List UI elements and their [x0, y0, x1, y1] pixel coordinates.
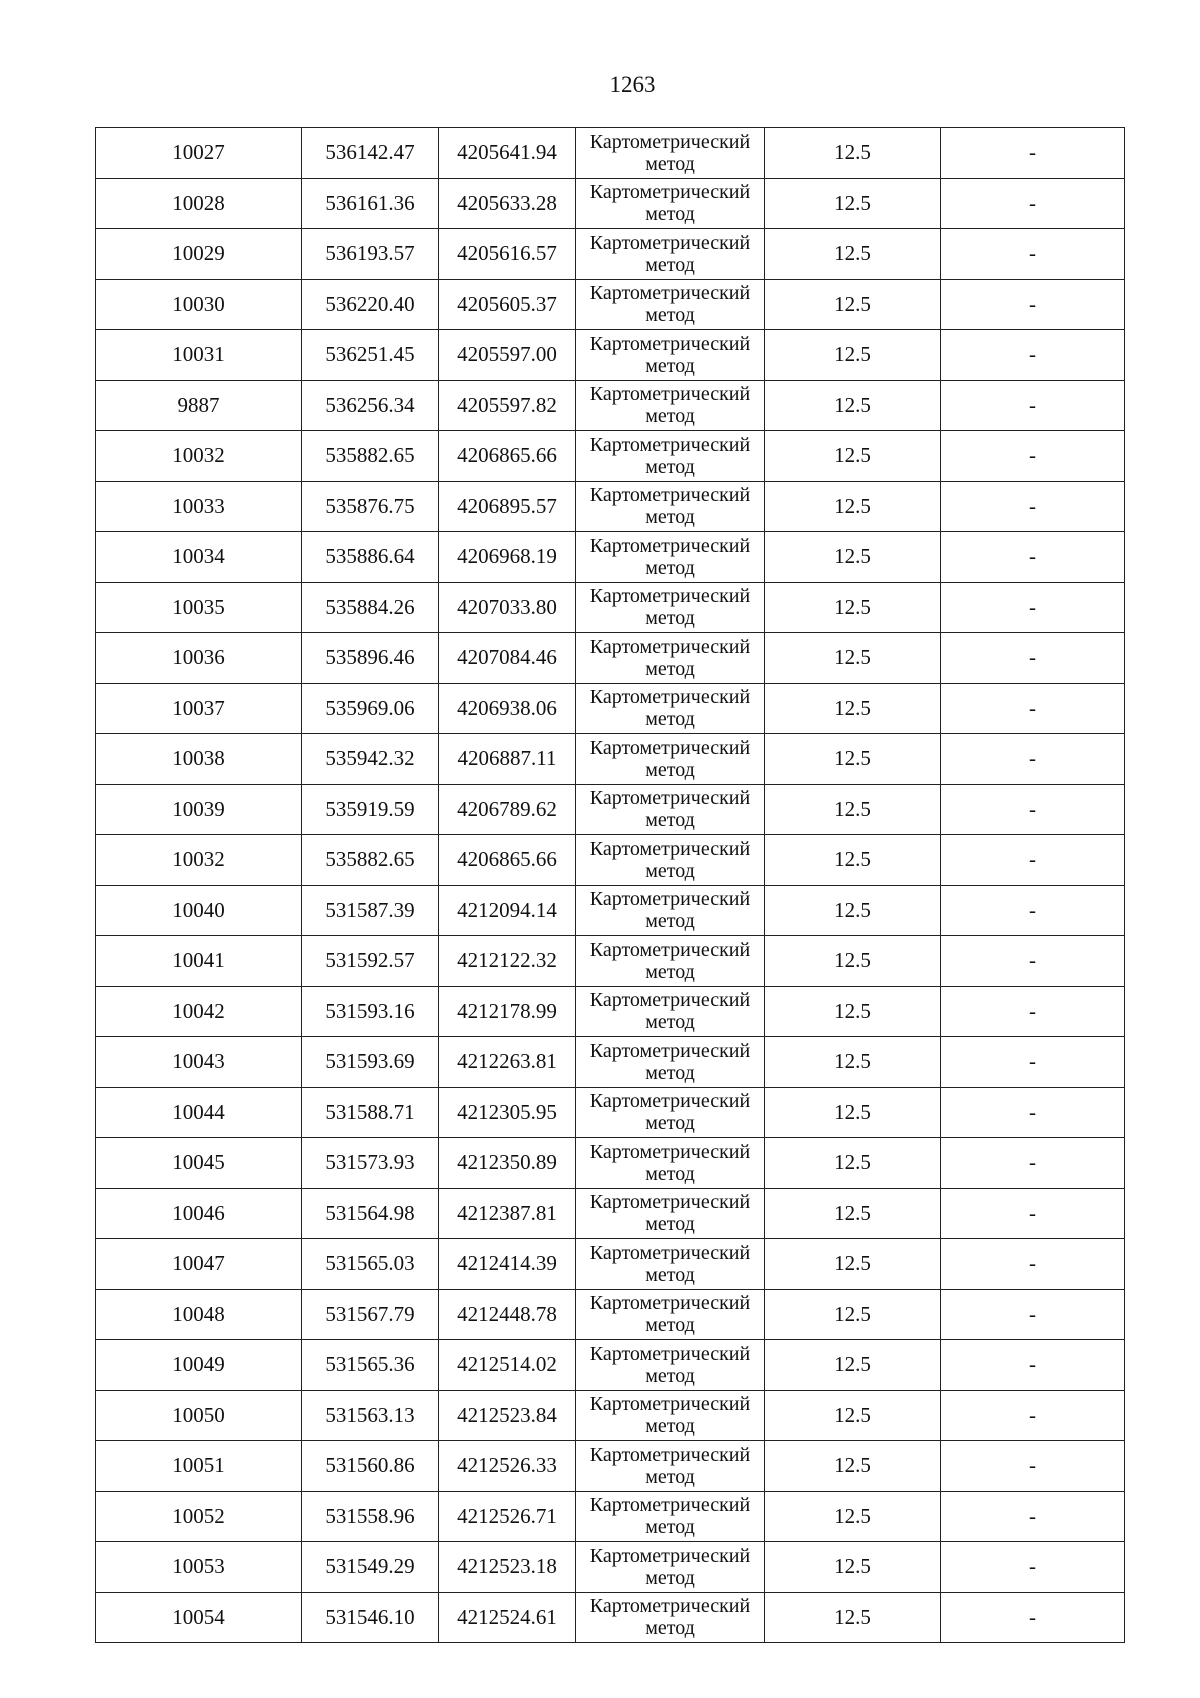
x-coordinate-cell: 536251.45: [302, 330, 439, 381]
x-coordinate-cell: 536220.40: [302, 279, 439, 330]
method-cell: [576, 885, 765, 936]
accuracy-cell: 12.5: [765, 481, 941, 532]
note-cell: -: [941, 229, 1125, 280]
accuracy-cell: 12.5: [765, 1188, 941, 1239]
method-cell: [576, 178, 765, 229]
method-cell: [576, 1037, 765, 1088]
method-line-2: метод: [645, 455, 695, 478]
point-number-cell: 10032: [96, 431, 302, 482]
table-row: [96, 1239, 1125, 1290]
point-number-cell: 10036: [96, 633, 302, 684]
method-cell: [576, 532, 765, 583]
y-coordinate-cell: 4212524.61: [439, 1592, 576, 1643]
note-cell: -: [941, 1239, 1125, 1290]
table-row: [96, 1340, 1125, 1391]
x-coordinate-cell: 531593.69: [302, 1037, 439, 1088]
y-coordinate-cell: 4206865.66: [439, 835, 576, 886]
x-coordinate-cell: 535882.65: [302, 835, 439, 886]
method-cell: [576, 633, 765, 684]
y-coordinate-cell: 4206887.11: [439, 734, 576, 785]
y-coordinate-cell: 4206938.06: [439, 683, 576, 734]
x-coordinate-cell: 535886.64: [302, 532, 439, 583]
point-number-cell: 10053: [96, 1542, 302, 1593]
method-line-2: метод: [645, 809, 695, 832]
accuracy-cell: 12.5: [765, 178, 941, 229]
y-coordinate-cell: 4205616.57: [439, 229, 576, 280]
table-row: [96, 986, 1125, 1037]
method-line-1: Картометрический: [589, 1140, 751, 1163]
point-number-cell: 10041: [96, 936, 302, 987]
method-line-1: Картометрический: [589, 534, 751, 557]
accuracy-cell: 12.5: [765, 279, 941, 330]
method-cell: [576, 1188, 765, 1239]
point-number-cell: 10032: [96, 835, 302, 886]
method-line-1: Картометрический: [589, 635, 751, 658]
accuracy-cell: 12.5: [765, 1037, 941, 1088]
method-line-2: метод: [645, 910, 695, 933]
table-row: [96, 330, 1125, 381]
table-row: [96, 431, 1125, 482]
method-line-2: метод: [645, 1465, 695, 1488]
method-line-2: метод: [645, 960, 695, 983]
note-cell: -: [941, 279, 1125, 330]
method-cell: [576, 835, 765, 886]
accuracy-cell: 12.5: [765, 885, 941, 936]
table-row: [96, 1390, 1125, 1441]
table-row: [96, 1138, 1125, 1189]
note-cell: -: [941, 633, 1125, 684]
point-number-cell: 10045: [96, 1138, 302, 1189]
y-coordinate-cell: 4206895.57: [439, 481, 576, 532]
x-coordinate-cell: 535969.06: [302, 683, 439, 734]
y-coordinate-cell: 4212448.78: [439, 1289, 576, 1340]
accuracy-cell: 12.5: [765, 835, 941, 886]
note-cell: -: [941, 481, 1125, 532]
point-number-cell: 10039: [96, 784, 302, 835]
note-cell: -: [941, 1188, 1125, 1239]
method-cell: [576, 330, 765, 381]
point-number-cell: 10029: [96, 229, 302, 280]
y-coordinate-cell: 4212178.99: [439, 986, 576, 1037]
table-row: [96, 683, 1125, 734]
point-number-cell: 10046: [96, 1188, 302, 1239]
point-number-cell: 10042: [96, 986, 302, 1037]
x-coordinate-cell: 535882.65: [302, 431, 439, 482]
method-line-1: Картометрический: [589, 989, 751, 1012]
x-coordinate-cell: 536193.57: [302, 229, 439, 280]
table-row: [96, 1188, 1125, 1239]
y-coordinate-cell: 4205605.37: [439, 279, 576, 330]
accuracy-cell: 12.5: [765, 1592, 941, 1643]
point-number-cell: 10035: [96, 582, 302, 633]
method-line-2: метод: [645, 1112, 695, 1135]
method-line-2: метод: [645, 304, 695, 327]
accuracy-cell: 12.5: [765, 1441, 941, 1492]
note-cell: -: [941, 1390, 1125, 1441]
method-line-2: метод: [645, 152, 695, 175]
y-coordinate-cell: 4212263.81: [439, 1037, 576, 1088]
accuracy-cell: 12.5: [765, 582, 941, 633]
method-cell: [576, 1289, 765, 1340]
method-line-1: Картометрический: [589, 1393, 751, 1416]
method-cell: [576, 582, 765, 633]
note-cell: -: [941, 1491, 1125, 1542]
method-cell: [576, 1239, 765, 1290]
note-cell: -: [941, 734, 1125, 785]
note-cell: -: [941, 128, 1125, 179]
method-line-1: Картометрический: [589, 1241, 751, 1264]
method-cell: [576, 380, 765, 431]
method-line-1: Картометрический: [589, 1039, 751, 1062]
x-coordinate-cell: 536142.47: [302, 128, 439, 179]
y-coordinate-cell: 4212094.14: [439, 885, 576, 936]
point-number-cell: 10037: [96, 683, 302, 734]
x-coordinate-cell: 535884.26: [302, 582, 439, 633]
x-coordinate-cell: 531564.98: [302, 1188, 439, 1239]
method-cell: [576, 1087, 765, 1138]
method-line-1: Картометрический: [589, 1191, 751, 1214]
point-number-cell: 10038: [96, 734, 302, 785]
table-row: [96, 229, 1125, 280]
accuracy-cell: 12.5: [765, 532, 941, 583]
note-cell: -: [941, 1542, 1125, 1593]
accuracy-cell: 12.5: [765, 431, 941, 482]
x-coordinate-cell: 531565.03: [302, 1239, 439, 1290]
y-coordinate-cell: 4206968.19: [439, 532, 576, 583]
accuracy-cell: 12.5: [765, 683, 941, 734]
x-coordinate-cell: 531565.36: [302, 1340, 439, 1391]
method-line-1: Картометрический: [589, 383, 751, 406]
method-line-1: Картометрический: [589, 181, 751, 204]
x-coordinate-cell: 531588.71: [302, 1087, 439, 1138]
point-number-cell: 10054: [96, 1592, 302, 1643]
x-coordinate-cell: 536161.36: [302, 178, 439, 229]
x-coordinate-cell: 535919.59: [302, 784, 439, 835]
method-line-2: метод: [645, 1516, 695, 1539]
method-cell: [576, 683, 765, 734]
method-line-2: метод: [645, 203, 695, 226]
note-cell: -: [941, 1441, 1125, 1492]
y-coordinate-cell: 4212523.18: [439, 1542, 576, 1593]
page-number: 1263: [609, 72, 656, 97]
y-coordinate-cell: 4205633.28: [439, 178, 576, 229]
point-number-cell: 10051: [96, 1441, 302, 1492]
y-coordinate-cell: 4212514.02: [439, 1340, 576, 1391]
coordinates-table: [95, 127, 1125, 1643]
y-coordinate-cell: 4212305.95: [439, 1087, 576, 1138]
accuracy-cell: 12.5: [765, 1087, 941, 1138]
note-cell: -: [941, 582, 1125, 633]
x-coordinate-cell: 531592.57: [302, 936, 439, 987]
method-line-2: метод: [645, 657, 695, 680]
note-cell: -: [941, 936, 1125, 987]
method-line-2: метод: [645, 354, 695, 377]
accuracy-cell: 12.5: [765, 1239, 941, 1290]
point-number-cell: 10047: [96, 1239, 302, 1290]
note-cell: -: [941, 178, 1125, 229]
table-row: [96, 1289, 1125, 1340]
method-line-1: Картометрический: [589, 1595, 751, 1618]
point-number-cell: 10028: [96, 178, 302, 229]
method-line-2: метод: [645, 708, 695, 731]
note-cell: -: [941, 986, 1125, 1037]
method-cell: [576, 481, 765, 532]
accuracy-cell: 12.5: [765, 1491, 941, 1542]
accuracy-cell: 12.5: [765, 1390, 941, 1441]
table-row: [96, 936, 1125, 987]
method-line-1: Картометрический: [589, 1494, 751, 1517]
y-coordinate-cell: 4206789.62: [439, 784, 576, 835]
x-coordinate-cell: 531546.10: [302, 1592, 439, 1643]
method-line-1: Картометрический: [589, 1544, 751, 1567]
method-line-1: Картометрический: [589, 736, 751, 759]
table-row: [96, 1087, 1125, 1138]
x-coordinate-cell: 531549.29: [302, 1542, 439, 1593]
y-coordinate-cell: 4207084.46: [439, 633, 576, 684]
table-row: [96, 481, 1125, 532]
table-row: [96, 380, 1125, 431]
y-coordinate-cell: 4206865.66: [439, 431, 576, 482]
method-line-2: метод: [645, 1364, 695, 1387]
x-coordinate-cell: 535942.32: [302, 734, 439, 785]
method-line-1: Картометрический: [589, 1443, 751, 1466]
method-cell: [576, 431, 765, 482]
method-line-2: метод: [645, 556, 695, 579]
accuracy-cell: 12.5: [765, 1340, 941, 1391]
point-number-cell: 10027: [96, 128, 302, 179]
point-number-cell: 10040: [96, 885, 302, 936]
method-line-1: Картометрический: [589, 1292, 751, 1315]
note-cell: -: [941, 885, 1125, 936]
y-coordinate-cell: 4212414.39: [439, 1239, 576, 1290]
coordinates-table-body: [96, 128, 1125, 1643]
table-row: [96, 1491, 1125, 1542]
note-cell: -: [941, 784, 1125, 835]
note-cell: -: [941, 532, 1125, 583]
method-line-2: метод: [645, 1213, 695, 1236]
table-row: [96, 784, 1125, 835]
method-line-1: Картометрический: [589, 231, 751, 254]
method-cell: [576, 1542, 765, 1593]
method-line-1: Картометрический: [589, 332, 751, 355]
method-line-2: метод: [645, 607, 695, 630]
accuracy-cell: 12.5: [765, 128, 941, 179]
y-coordinate-cell: 4212122.32: [439, 936, 576, 987]
x-coordinate-cell: 531567.79: [302, 1289, 439, 1340]
point-number-cell: 10031: [96, 330, 302, 381]
method-line-1: Картометрический: [589, 1090, 751, 1113]
table-row: [96, 633, 1125, 684]
method-cell: [576, 784, 765, 835]
x-coordinate-cell: 535876.75: [302, 481, 439, 532]
method-line-1: Картометрический: [589, 585, 751, 608]
method-line-1: Картометрический: [589, 837, 751, 860]
method-line-1: Картометрический: [589, 686, 751, 709]
y-coordinate-cell: 4212387.81: [439, 1188, 576, 1239]
point-number-cell: 10048: [96, 1289, 302, 1340]
table-row: [96, 128, 1125, 179]
note-cell: -: [941, 835, 1125, 886]
note-cell: -: [941, 1592, 1125, 1643]
method-cell: [576, 279, 765, 330]
accuracy-cell: 12.5: [765, 784, 941, 835]
method-line-1: Картометрический: [589, 938, 751, 961]
note-cell: -: [941, 330, 1125, 381]
y-coordinate-cell: 4212350.89: [439, 1138, 576, 1189]
accuracy-cell: 12.5: [765, 633, 941, 684]
method-line-2: метод: [645, 758, 695, 781]
accuracy-cell: 12.5: [765, 229, 941, 280]
method-line-2: метод: [645, 1314, 695, 1337]
x-coordinate-cell: 531560.86: [302, 1441, 439, 1492]
table-row: [96, 1592, 1125, 1643]
point-number-cell: 10044: [96, 1087, 302, 1138]
method-line-1: Картометрический: [589, 484, 751, 507]
accuracy-cell: 12.5: [765, 936, 941, 987]
y-coordinate-cell: 4205641.94: [439, 128, 576, 179]
table-row: [96, 885, 1125, 936]
method-cell: [576, 936, 765, 987]
x-coordinate-cell: 531558.96: [302, 1491, 439, 1542]
table-row: [96, 1037, 1125, 1088]
note-cell: -: [941, 431, 1125, 482]
point-number-cell: 10052: [96, 1491, 302, 1542]
table-row: [96, 279, 1125, 330]
method-line-1: Картометрический: [589, 787, 751, 810]
note-cell: -: [941, 1138, 1125, 1189]
accuracy-cell: 12.5: [765, 986, 941, 1037]
x-coordinate-cell: 535896.46: [302, 633, 439, 684]
point-number-cell: 10030: [96, 279, 302, 330]
point-number-cell: 10050: [96, 1390, 302, 1441]
method-line-2: метод: [645, 1263, 695, 1286]
point-number-cell: 10034: [96, 532, 302, 583]
point-number-cell: 10043: [96, 1037, 302, 1088]
x-coordinate-cell: 531587.39: [302, 885, 439, 936]
method-cell: [576, 1592, 765, 1643]
point-number-cell: 10033: [96, 481, 302, 532]
method-line-1: Картометрический: [589, 130, 751, 153]
table-row: [96, 178, 1125, 229]
y-coordinate-cell: 4212523.84: [439, 1390, 576, 1441]
table-row: [96, 1441, 1125, 1492]
method-line-2: метод: [645, 1415, 695, 1438]
method-cell: [576, 1340, 765, 1391]
y-coordinate-cell: 4212526.71: [439, 1491, 576, 1542]
accuracy-cell: 12.5: [765, 330, 941, 381]
method-cell: [576, 1441, 765, 1492]
method-line-1: Картометрический: [589, 433, 751, 456]
method-line-2: метод: [645, 506, 695, 529]
accuracy-cell: 12.5: [765, 734, 941, 785]
method-cell: [576, 986, 765, 1037]
method-cell: [576, 229, 765, 280]
point-number-cell: 9887: [96, 380, 302, 431]
method-line-1: Картометрический: [589, 888, 751, 911]
note-cell: -: [941, 1037, 1125, 1088]
x-coordinate-cell: 531563.13: [302, 1390, 439, 1441]
x-coordinate-cell: 531573.93: [302, 1138, 439, 1189]
table-row: [96, 734, 1125, 785]
y-coordinate-cell: 4205597.82: [439, 380, 576, 431]
method-cell: [576, 734, 765, 785]
accuracy-cell: 12.5: [765, 380, 941, 431]
table-row: [96, 582, 1125, 633]
accuracy-cell: 12.5: [765, 1542, 941, 1593]
note-cell: -: [941, 1289, 1125, 1340]
method-line-1: Картометрический: [589, 1342, 751, 1365]
method-line-2: метод: [645, 253, 695, 276]
note-cell: -: [941, 683, 1125, 734]
table-row: [96, 1542, 1125, 1593]
method-line-2: метод: [645, 859, 695, 882]
method-line-1: Картометрический: [589, 282, 751, 305]
method-cell: [576, 1491, 765, 1542]
accuracy-cell: 12.5: [765, 1289, 941, 1340]
x-coordinate-cell: 536256.34: [302, 380, 439, 431]
point-number-cell: 10049: [96, 1340, 302, 1391]
accuracy-cell: 12.5: [765, 1138, 941, 1189]
method-cell: [576, 1138, 765, 1189]
method-line-2: метод: [645, 1162, 695, 1185]
table-row: [96, 532, 1125, 583]
y-coordinate-cell: 4205597.00: [439, 330, 576, 381]
method-line-2: метод: [645, 1566, 695, 1589]
note-cell: -: [941, 1087, 1125, 1138]
note-cell: -: [941, 380, 1125, 431]
method-line-2: метод: [645, 405, 695, 428]
note-cell: -: [941, 1340, 1125, 1391]
method-cell: [576, 1390, 765, 1441]
y-coordinate-cell: 4212526.33: [439, 1441, 576, 1492]
x-coordinate-cell: 531593.16: [302, 986, 439, 1037]
y-coordinate-cell: 4207033.80: [439, 582, 576, 633]
table-row: [96, 835, 1125, 886]
method-cell: [576, 128, 765, 179]
method-line-2: метод: [645, 1061, 695, 1084]
method-line-2: метод: [645, 1011, 695, 1034]
method-line-2: метод: [645, 1617, 695, 1640]
